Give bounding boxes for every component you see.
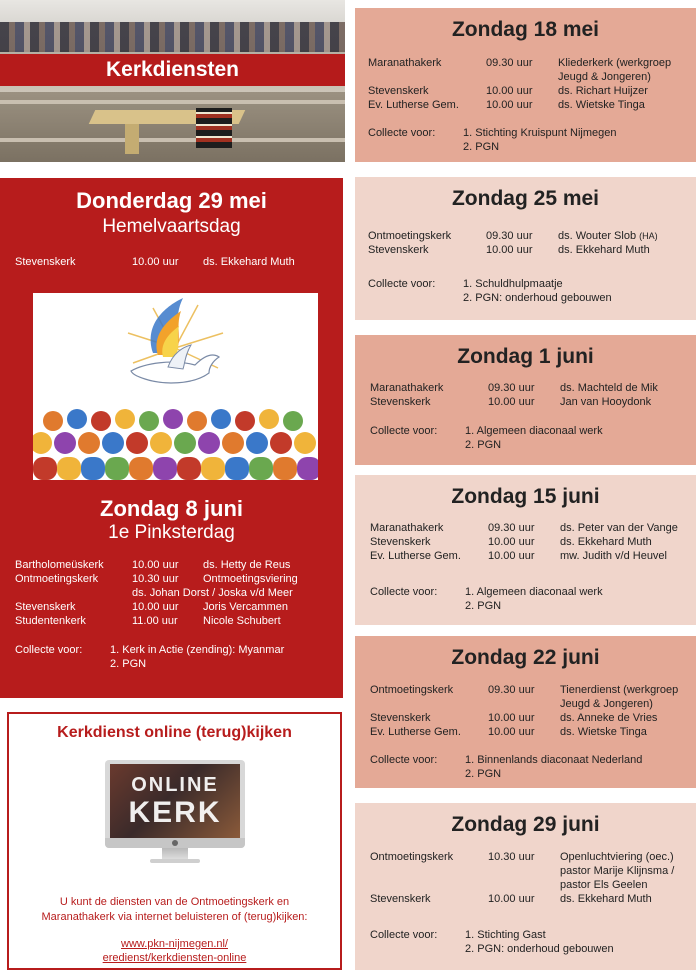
collecte-item: 1. Algemeen diaconaal werk bbox=[465, 425, 603, 437]
pinksteren-subtitle: 1e Pinksterdag bbox=[108, 522, 235, 543]
service-church: Ev. Lutherse Gem. bbox=[368, 99, 459, 111]
collecte-label: Collecte voor: bbox=[370, 929, 438, 941]
service-time: 10.00 uur bbox=[132, 559, 179, 571]
online-description-line2: Maranathakerk via internet beluisteren of (terug)kijken: bbox=[41, 911, 308, 923]
service-church: Maranathakerk bbox=[370, 522, 444, 534]
service-church: Stevenskerk bbox=[370, 536, 431, 548]
collecte-label: Collecte voor: bbox=[370, 754, 438, 766]
service-church: Stevenskerk bbox=[368, 85, 429, 97]
service-leader: ds. Wietske Tinga bbox=[558, 99, 645, 111]
service-leader-name: ds. Wouter Slob bbox=[558, 230, 637, 242]
service-leader: ds. Ekkehard Muth bbox=[558, 244, 650, 256]
service-time: 10.00 uur bbox=[132, 601, 179, 613]
collecte-item: 2. PGN bbox=[465, 768, 502, 780]
monitor-screen bbox=[110, 764, 240, 838]
service-time: 10.00 uur bbox=[488, 550, 535, 562]
collecte-item: 2. PGN: onderhoud gebouwen bbox=[465, 943, 614, 955]
collecte-item: 1. Stichting Kruispunt Nijmegen bbox=[463, 127, 617, 139]
online-link-line1[interactable]: www.pkn-nijmegen.nl/ bbox=[121, 938, 228, 950]
collecte-item: 2. PGN bbox=[463, 141, 500, 153]
service-church: Ev. Lutherse Gem. bbox=[370, 726, 461, 738]
service-card bbox=[355, 8, 696, 162]
pentecost-dove-illustration bbox=[33, 293, 318, 480]
pinksteren-title: Zondag 8 juni bbox=[100, 496, 243, 521]
collecte-item: 2. PGN bbox=[110, 658, 147, 670]
service-time: 10.30 uur bbox=[132, 573, 179, 585]
card-title: Zondag 18 mei bbox=[451, 18, 600, 41]
communion-note: (HA) bbox=[639, 231, 658, 241]
service-leader: Joris Vercammen bbox=[203, 601, 288, 613]
service-leader bbox=[558, 229, 658, 243]
card-title: Zondag 1 juni bbox=[457, 345, 594, 368]
service-card bbox=[355, 803, 696, 970]
service-time: 10.00 uur bbox=[486, 85, 533, 97]
service-time: 10.00 uur bbox=[488, 726, 535, 738]
card-title: Zondag 25 mei bbox=[451, 187, 600, 210]
service-time: 09.30 uur bbox=[486, 57, 533, 69]
service-card bbox=[355, 177, 696, 320]
collecte-label: Collecte voor: bbox=[370, 425, 438, 437]
monitor-stand-base bbox=[150, 859, 200, 863]
service-leader: ds. Machteld de Mik bbox=[560, 382, 658, 394]
collecte-label: Collecte voor: bbox=[15, 644, 83, 656]
collecte-item: 2. PGN bbox=[465, 600, 502, 612]
service-leader-line2: Jeugd & Jongeren) bbox=[558, 71, 651, 83]
service-leader: mw. Judith v/d Heuvel bbox=[560, 550, 667, 562]
service-leader: ds. Peter van der Vange bbox=[560, 522, 678, 534]
service-leader: Openluchtviering (oec.) bbox=[560, 851, 674, 863]
online-title: Kerkdienst online (terug)kijken bbox=[57, 724, 292, 741]
service-time: 10.00 uur bbox=[486, 99, 533, 111]
header-photo bbox=[0, 0, 345, 162]
service-church: Ontmoetingskerk bbox=[15, 573, 99, 585]
service-church: Ontmoetingskerk bbox=[370, 684, 454, 696]
service-church: Maranathakerk bbox=[368, 57, 442, 69]
service-time: 10.00 uur bbox=[488, 396, 535, 408]
photo-step bbox=[0, 138, 345, 142]
service-church: Stevenskerk bbox=[15, 601, 76, 613]
apple-logo-icon bbox=[172, 840, 178, 846]
service-leader-line3: pastor Els Geelen bbox=[560, 879, 648, 891]
service-time: 11.00 uur bbox=[132, 615, 178, 627]
service-time: 09.30 uur bbox=[488, 684, 535, 696]
online-kerk-box bbox=[7, 712, 342, 970]
service-leader: ds. Richart Huijzer bbox=[558, 85, 648, 97]
collecte-item: 1. Stichting Gast bbox=[465, 929, 546, 941]
screen-text-online: ONLINE bbox=[131, 774, 219, 796]
collecte-label: Collecte voor: bbox=[370, 586, 438, 598]
service-time: 10.00 uur bbox=[488, 893, 535, 905]
service-card bbox=[355, 475, 696, 625]
collecte-item: 2. PGN bbox=[465, 439, 502, 451]
photo-books bbox=[196, 108, 232, 148]
service-leader-line2: pastor Marije Klijnsma / bbox=[560, 865, 675, 877]
service-leader: ds. Ekkehard Muth bbox=[560, 536, 652, 548]
service-leader: Kliederkerk (werkgroep bbox=[558, 57, 672, 69]
service-leader: Nicole Schubert bbox=[203, 615, 281, 627]
collecte-item: 1. Algemeen diaconaal werk bbox=[465, 586, 603, 598]
service-time: 09.30 uur bbox=[488, 382, 535, 394]
service-leader: Jan van Hooydonk bbox=[560, 396, 652, 408]
service-time: 09.30 uur bbox=[486, 230, 533, 242]
service-leader-line2: ds. Johan Dorst / Joska v/d Meer bbox=[132, 587, 293, 599]
service-card bbox=[355, 636, 696, 788]
hemelvaart-subtitle: Hemelvaartsdag bbox=[102, 216, 241, 237]
collecte-item: 1. Binnenlands diaconaat Nederland bbox=[465, 754, 643, 766]
service-church: Maranathakerk bbox=[370, 382, 444, 394]
card-title: Zondag 15 juni bbox=[451, 485, 600, 508]
service-leader: ds. Hetty de Reus bbox=[203, 559, 291, 571]
collecte-item: 1. Schuldhulpmaatje bbox=[463, 278, 563, 290]
collecte-item: 2. PGN: onderhoud gebouwen bbox=[463, 292, 612, 304]
service-leader: Tienerdienst (werkgroep bbox=[560, 684, 679, 696]
service-church: Ev. Lutherse Gem. bbox=[370, 550, 461, 562]
screen-text-kerk: KERK bbox=[128, 796, 222, 829]
collecte-item: 1. Kerk in Actie (zending): Myanmar bbox=[110, 644, 285, 656]
feastdays-panel bbox=[0, 178, 343, 698]
service-leader: ds. Wietske Tinga bbox=[560, 726, 647, 738]
card-title: Zondag 29 juni bbox=[451, 813, 600, 836]
service-church: Ontmoetingskerk bbox=[370, 851, 454, 863]
collecte-label: Collecte voor: bbox=[368, 127, 436, 139]
service-church: Stevenskerk bbox=[15, 256, 76, 268]
service-card bbox=[355, 335, 696, 465]
service-leader-line2: Jeugd & Jongeren) bbox=[560, 698, 653, 710]
service-time: 10.00 uur bbox=[488, 536, 535, 548]
service-time: 09.30 uur bbox=[488, 522, 535, 534]
card-title: Zondag 22 juni bbox=[451, 646, 600, 669]
service-leader: Ontmoetingsviering bbox=[203, 573, 298, 585]
service-time: 10.00 uur bbox=[488, 712, 535, 724]
service-time: 10.30 uur bbox=[488, 851, 535, 863]
service-leader: ds. Ekkehard Muth bbox=[560, 893, 652, 905]
hemelvaart-title: Donderdag 29 mei bbox=[76, 188, 267, 213]
online-description-line1: U kunt de diensten van de Ontmoetingskerk en bbox=[59, 896, 290, 908]
service-church: Stevenskerk bbox=[370, 396, 431, 408]
page-title: Kerkdiensten bbox=[0, 54, 345, 86]
service-time: 10.00 uur bbox=[132, 256, 179, 268]
photo-table-leg bbox=[125, 124, 139, 154]
service-church: Stevenskerk bbox=[370, 712, 431, 724]
service-leader: ds. Anneke de Vries bbox=[560, 712, 658, 724]
collecte-label: Collecte voor: bbox=[368, 278, 436, 290]
service-church: Ontmoetingskerk bbox=[368, 230, 452, 242]
photo-congregation bbox=[0, 22, 345, 52]
online-link-line2[interactable]: eredienst/kerkdiensten-online bbox=[102, 952, 247, 964]
dove-icon bbox=[33, 293, 318, 480]
service-leader: ds. Ekkehard Muth bbox=[203, 256, 295, 268]
monitor-icon bbox=[105, 760, 245, 848]
service-time: 10.00 uur bbox=[486, 244, 533, 256]
service-church: Stevenskerk bbox=[370, 893, 431, 905]
service-church: Bartholomeüskerk bbox=[15, 559, 104, 571]
service-church: Studentenkerk bbox=[15, 615, 86, 627]
photo-step bbox=[0, 100, 345, 104]
service-church: Stevenskerk bbox=[368, 244, 429, 256]
